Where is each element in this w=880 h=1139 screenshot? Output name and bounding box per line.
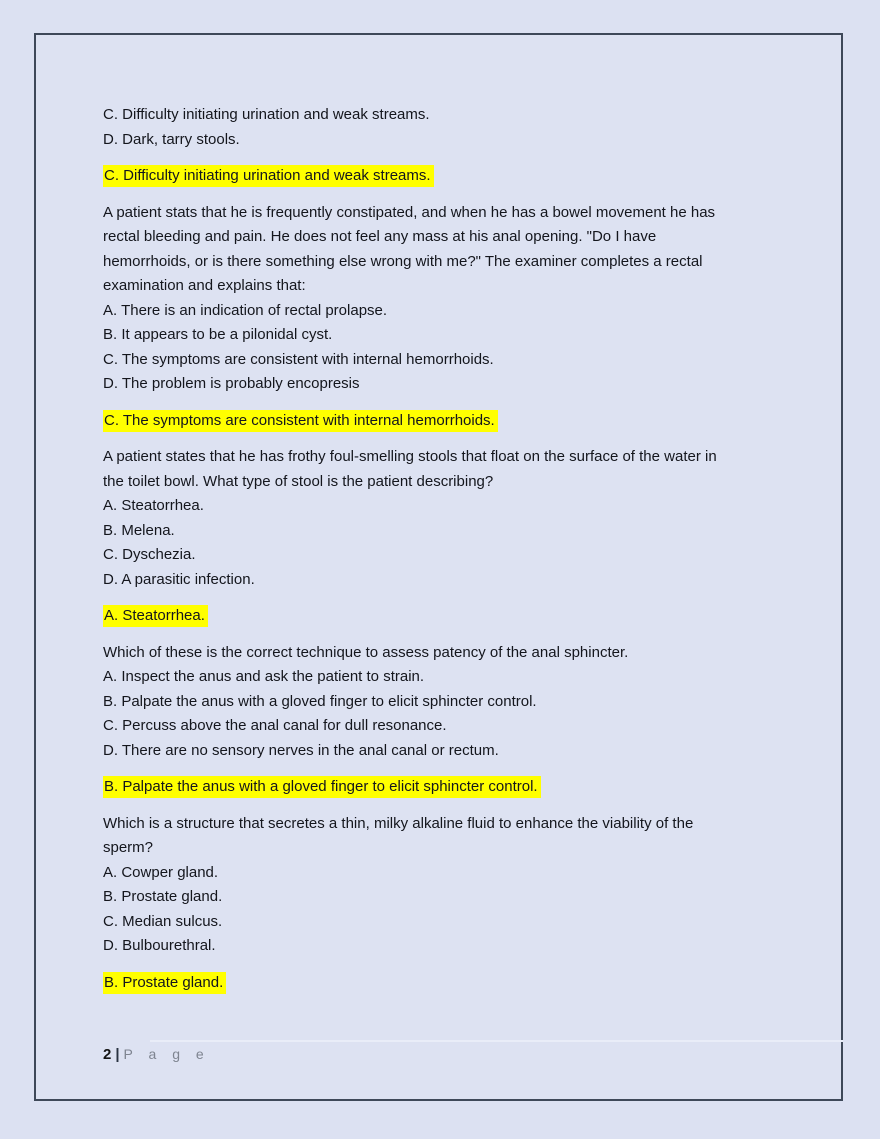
text-line: D. The problem is probably encopresis [103,375,360,392]
footer-separator-line [150,1040,843,1042]
text-line: A. Cowper gland. [103,863,219,881]
text-line: A patient states that he has frothy foul-smelling stools that float on the surface of the water in [103,448,717,465]
text-line: C. The symptoms are consistent with internal hemorrhoids. [103,350,494,368]
text-line: D. There are no sensory nerves in the anal canal or rectum. [103,741,499,759]
text-line: A patient stats that he is frequently constipated, and when he has a bowel movement he has [103,203,716,221]
text-line: D. A parasitic infection. [103,570,255,588]
paragraph-block [103,641,808,764]
text-line: rectal bleeding and pain. He does not feel any mass at his anal opening. "Do I have [103,228,657,245]
paragraph-block [103,201,808,397]
text-line: C. Percuss above the anal canal for dull resonance. [103,717,447,734]
text-line: A. There is an indication of rectal prolapse. [103,301,388,319]
footer-page-label: P a g e [123,1046,210,1062]
paragraph-block [103,103,808,152]
page-footer [103,1046,210,1063]
answer-block [103,409,808,434]
text-line: D. Dark, tarry stools. [103,130,240,148]
text-line: the toilet bowl. What type of stool is the patient describing? [103,472,494,490]
text-line: C. Dyschezia. [103,546,196,563]
answer-block [103,164,808,189]
text-line: examination and explains that: [103,277,306,294]
paragraph-block [103,445,808,592]
text-line: B. Prostate gland. [103,888,223,905]
highlighted-answer: C. Difficulty initiating urination and weak streams. [103,165,434,187]
text-line: Which is a structure that secretes a thin, milky alkaline fluid to enhance the viability of the [103,814,694,832]
text-line: C. Difficulty initiating urination and weak streams. [103,106,430,123]
text-line: A. Inspect the anus and ask the patient to strain. [103,668,425,685]
text-line: hemorrhoids, or is there something else wrong with me?" The examiner completes a rectal [103,252,703,270]
text-line: B. Palpate the anus with a gloved finger to elicit sphincter control. [103,692,537,710]
paragraph-block [103,812,808,959]
footer-page-number: 2 [103,1046,112,1063]
text-line: A. Steatorrhea. [103,497,204,514]
highlighted-answer: A. Steatorrhea. [103,605,208,627]
text-line: B. Melena. [103,521,175,539]
answer-block [103,604,808,629]
answer-block [103,775,808,800]
text-line: B. It appears to be a pilonidal cyst. [103,326,333,343]
text-line: C. Median sulcus. [103,912,223,930]
text-line: sperm? [103,839,154,856]
highlighted-answer: B. Palpate the anus with a gloved finger to elicit sphincter control. [103,776,541,798]
document-content [103,103,808,1007]
text-line: Which of these is the correct technique to assess patency of the anal sphincter. [103,643,629,661]
highlighted-answer: C. The symptoms are consistent with internal hemorrhoids. [103,410,498,432]
footer-pipe: | [115,1046,120,1063]
highlighted-answer: B. Prostate gland. [103,972,226,994]
answer-block [103,971,808,996]
text-line: D. Bulbourethral. [103,937,216,954]
